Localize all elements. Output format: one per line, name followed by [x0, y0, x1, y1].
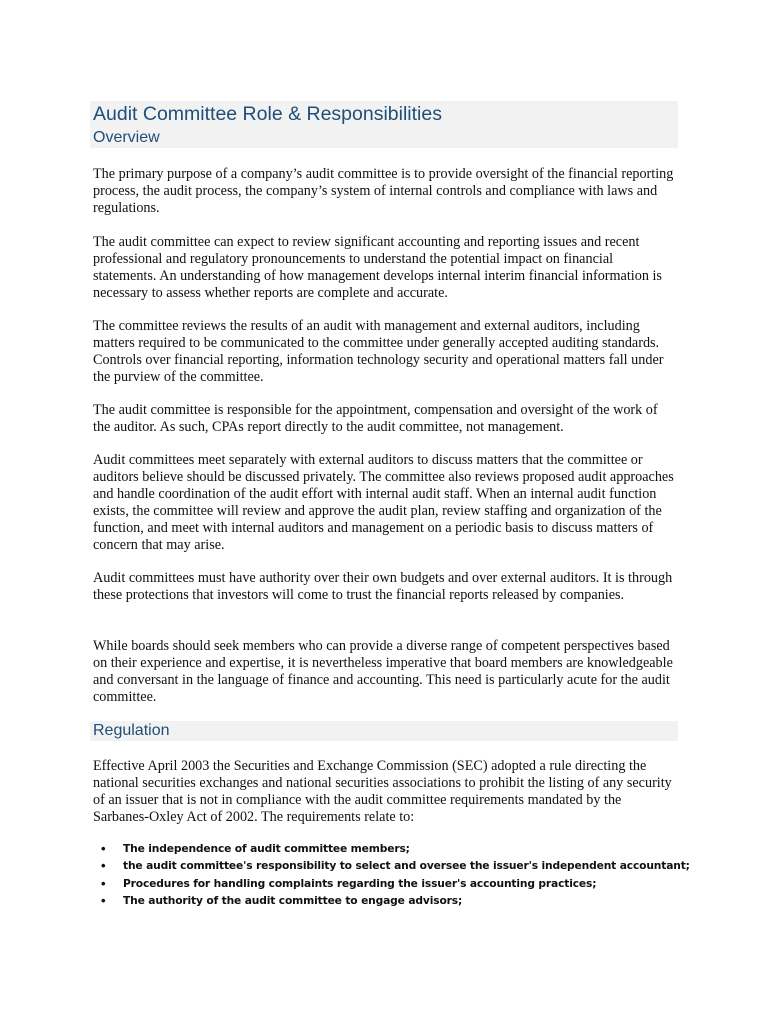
overview-paragraph: The committee reviews the results of an audit with management and external auditors, including matters required to be communicated to the committee under generally accepted auditing standards. Controls over financial reporting, information technology security and operational matters fall under the purview of the committee. [93, 318, 664, 385]
section-heading-overview: Overview [90, 127, 678, 148]
list-item [95, 892, 695, 909]
overview-paragraph: The audit committee can expect to review significant accounting and reporting issues and recent professional and regulatory pronouncements to understand the potential impact on financial statements. An understanding of how management develops internal interim financial information is necessary to assess whether reports are complete and accurate. [93, 234, 662, 301]
requirement-text: The authority of the audit committee to engage advisors; [123, 893, 463, 907]
overview-paragraph: The audit committee is responsible for the appointment, compensation and oversight of the work of the auditor. As such, CPAs report directly to the audit committee, not management. [93, 402, 658, 435]
section-heading-regulation: Regulation [90, 721, 678, 741]
bullet-icon: • [101, 841, 106, 856]
overview-paragraph: While boards should seek members who can provide a diverse range of competent perspectives based on their experience and expertise, it is nevertheless imperative that board members are knowledgeable and conversant in the language of finance and accounting. This need is particularly acute for the audit committee. [93, 638, 673, 705]
list-item [95, 875, 695, 892]
page-title: Audit Committee Role & Responsibilities [90, 101, 678, 127]
requirement-text: the audit committee's responsibility to select and oversee the issuer's independent accountant; [123, 859, 690, 873]
requirements-list [95, 840, 695, 909]
list-item [95, 857, 695, 874]
bullet-icon: • [101, 892, 106, 908]
requirement-text: Procedures for handling complaints regarding the issuer's accounting practices; [123, 876, 597, 890]
bullet-icon: • [101, 875, 106, 891]
list-item [95, 840, 695, 857]
overview-paragraph: The primary purpose of a company’s audit committee is to provide oversight of the financial reporting process, the audit process, the company’s system of internal controls and compliance with laws and regulations. [93, 166, 674, 216]
overview-paragraph: Audit committees meet separately with external auditors to discuss matters that the committee or auditors believe should be discussed privately. The committee also reviews proposed audit approaches and handle coordination of the audit effort with internal audit staff. When an internal audit function exists, the committee will review and approve the audit plan, review staffing and organization of the function, and meet with internal auditors and management on a periodic basis to discuss matters of concern that may arise. [93, 452, 674, 553]
bullet-icon: • [101, 858, 106, 874]
regulation-paragraph: Effective April 2003 the Securities and Exchange Commission (SEC) adopted a rule directing the national securities exchanges and national securities associations to prohibit the listing of any security of an issuer that is not in compliance with the audit committee requirements mandated by the Sarbanes-Oxley Act of 2002. The requirements relate to: [93, 758, 672, 825]
requirement-text: The independence of audit committee members; [123, 842, 410, 855]
overview-paragraph: Audit committees must have authority over their own budgets and over external auditors. It is through these protections that investors will come to trust the financial reports released by companies. [93, 570, 673, 603]
